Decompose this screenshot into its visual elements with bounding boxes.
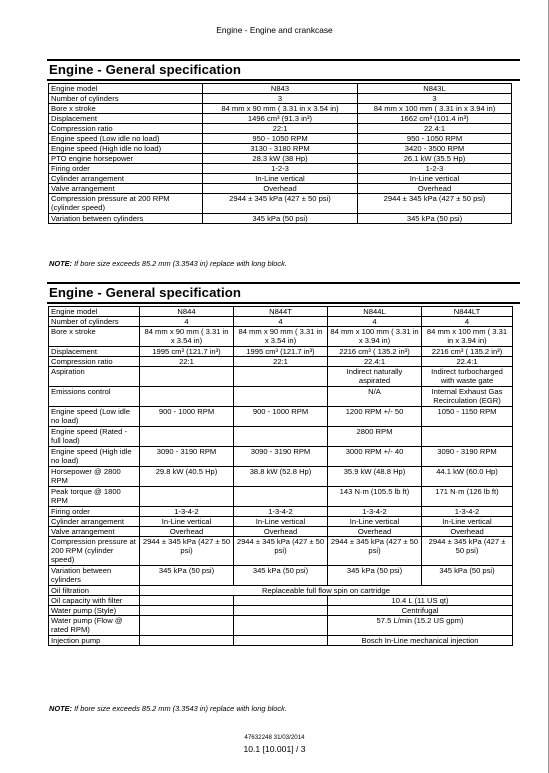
spec-label-cell: Bore x stroke bbox=[49, 327, 140, 347]
spec-value-cell: Bosch In-Line mechanical injection bbox=[328, 636, 513, 646]
spec-value-cell bbox=[140, 487, 234, 507]
spec-value-cell: 2944 ± 345 kPa (427 ± 50 psi) bbox=[140, 537, 234, 566]
spec-value-cell: 84 mm x 100 mm ( 3.31 in x 3.94 in) bbox=[358, 104, 512, 114]
spec-label-cell: Number of cylinders bbox=[49, 94, 203, 104]
spec-value-cell: 22:1 bbox=[234, 357, 328, 367]
spec-value-cell: 4 bbox=[234, 317, 328, 327]
spec-row bbox=[49, 84, 512, 94]
spec-label-cell: Engine speed (High idle no load) bbox=[49, 144, 203, 154]
spec-row bbox=[49, 636, 513, 646]
spec-label-cell: Engine speed (Low idle no load) bbox=[49, 134, 203, 144]
spec-value-cell: 22.4:1 bbox=[328, 357, 422, 367]
spec-value-cell: 1200 RPM +/- 50 bbox=[328, 407, 422, 427]
spec-value-cell: In-Line vertical bbox=[140, 517, 234, 527]
spec-label-cell: Horsepower @ 2800 RPM bbox=[49, 467, 140, 487]
spec-row bbox=[49, 114, 512, 124]
spec-value-cell: N844T bbox=[234, 307, 328, 317]
spec-value-cell: 84 mm x 90 mm ( 3.31 in x 3.54 in) bbox=[203, 104, 358, 114]
note-text: If bore size exceeds 85.2 mm (3.3543 in) replace with long block. bbox=[74, 259, 287, 268]
spec-label-cell: Valve arrangement bbox=[49, 184, 203, 194]
spec-value-cell: 2216 cm³ ( 135.2 in³) bbox=[328, 347, 422, 357]
spec-label-cell: Water pump (Style) bbox=[49, 606, 140, 616]
spec-value-cell: 1496 cm³ (91.3 in³) bbox=[203, 114, 358, 124]
note-text: If bore size exceeds 85.2 mm (3.3543 in) replace with long block. bbox=[74, 704, 287, 713]
spec-label-cell: Compression ratio bbox=[49, 357, 140, 367]
spec-value-cell: N/A bbox=[328, 387, 422, 407]
spec-value-cell: 4 bbox=[422, 317, 513, 327]
spec-label-cell: Bore x stroke bbox=[49, 104, 203, 114]
spec-value-cell: 10.4 L (11 US qt) bbox=[328, 596, 513, 606]
spec-row bbox=[49, 517, 513, 527]
spec-label-cell: Oil capacity with filter bbox=[49, 596, 140, 606]
spec-label-cell: Emissions control bbox=[49, 387, 140, 407]
spec-row bbox=[49, 94, 512, 104]
spec-value-cell: 3130 - 3180 RPM bbox=[203, 144, 358, 154]
spec-label-cell: Displacement bbox=[49, 114, 203, 124]
spec-value-cell: 345 kPa (50 psi) bbox=[140, 566, 234, 586]
spec-row bbox=[49, 507, 513, 517]
spec-label-cell: Peak torque @ 1800 RPM bbox=[49, 487, 140, 507]
spec-value-cell: 3090 - 3190 RPM bbox=[234, 447, 328, 467]
spec-value-cell: 900 - 1000 RPM bbox=[140, 407, 234, 427]
document-code: 47632248 31/03/2014 bbox=[244, 734, 305, 741]
spec-value-cell: 2800 RPM bbox=[328, 427, 422, 447]
spec-value-cell: 171 N·m (126 lb ft) bbox=[422, 487, 513, 507]
spec-row bbox=[49, 347, 513, 357]
spec-value-cell: 2216 cm³ ( 135.2 in³) bbox=[422, 347, 513, 357]
spec-value-cell: 2944 ± 345 kPa (427 ± 50 psi) bbox=[328, 537, 422, 566]
spec-value-cell: 143 N·m (105.5 lb ft) bbox=[328, 487, 422, 507]
spec-row bbox=[49, 104, 512, 114]
spec-value-cell: 345 kPa (50 psi) bbox=[422, 566, 513, 586]
spec-label-cell: Engine speed (High idle no load) bbox=[49, 447, 140, 467]
spec-value-cell: In-Line vertical bbox=[203, 174, 358, 184]
spec-row bbox=[49, 184, 512, 194]
spec-value-cell: 84 mm x 90 mm ( 3.31 in x 3.54 in) bbox=[234, 327, 328, 347]
spec-row bbox=[49, 144, 512, 154]
spec-table-4-cylinder bbox=[48, 306, 513, 646]
spec-value-cell bbox=[422, 427, 513, 447]
spec-row bbox=[49, 616, 513, 636]
spec-label-cell: Compression pressure at 200 RPM (cylinder speed) bbox=[49, 537, 140, 566]
spec-label-cell: Number of cylinders bbox=[49, 317, 140, 327]
spec-row bbox=[49, 606, 513, 616]
spec-value-cell: 1-3-4-2 bbox=[234, 507, 328, 517]
spec-value-cell bbox=[140, 367, 234, 387]
spec-value-cell: Overhead bbox=[422, 527, 513, 537]
spec-value-cell: 1-3-4-2 bbox=[140, 507, 234, 517]
spec-value-cell: 57.5 L/min (15.2 US gpm) bbox=[328, 616, 513, 636]
spec-value-cell: 345 kPa (50 psi) bbox=[358, 214, 512, 224]
spec-label-cell: Water pump (Flow @ rated RPM) bbox=[49, 616, 140, 636]
spec-value-cell: 2944 ± 345 kPa (427 ± 50 psi) bbox=[203, 194, 358, 214]
spec-label-cell: Oil filtration bbox=[49, 586, 140, 596]
spec-value-cell bbox=[234, 616, 328, 636]
spec-label-cell: Engine speed (Low idle no load) bbox=[49, 407, 140, 427]
spec-row bbox=[49, 527, 513, 537]
spec-value-cell bbox=[140, 387, 234, 407]
spec-value-cell: Centrifugal bbox=[328, 606, 513, 616]
spec-value-cell: 84 mm x 100 mm ( 3.31 in x 3.94 in) bbox=[328, 327, 422, 347]
spec-label-cell: Compression pressure at 200 RPM (cylinder speed) bbox=[49, 194, 203, 214]
spec-value-cell: 1050 - 1150 RPM bbox=[422, 407, 513, 427]
spec-value-cell: N844 bbox=[140, 307, 234, 317]
spec-row bbox=[49, 467, 513, 487]
section-title: Engine - General specification bbox=[49, 285, 242, 300]
spec-value-cell: 1662 cm³ (101.4 in³) bbox=[358, 114, 512, 124]
spec-row bbox=[49, 367, 513, 387]
spec-row bbox=[49, 566, 513, 586]
spec-value-cell: N844LT bbox=[422, 307, 513, 317]
spec-value-cell: 2944 ± 345 kPa (427 ± 50 psi) bbox=[234, 537, 328, 566]
page-reference: 10.1 [10.001] / 3 bbox=[243, 744, 306, 754]
section-title: Engine - General specification bbox=[49, 62, 242, 77]
spec-value-cell: 3 bbox=[203, 94, 358, 104]
spec-value-cell bbox=[234, 636, 328, 646]
spec-value-cell: N843 bbox=[203, 84, 358, 94]
spec-value-cell: Overhead bbox=[234, 527, 328, 537]
spec-row bbox=[49, 357, 513, 367]
spec-value-cell bbox=[140, 636, 234, 646]
spec-value-cell: 2944 ± 345 kPa (427 ± 50 psi) bbox=[358, 194, 512, 214]
spec-value-cell: 1-2-3 bbox=[358, 164, 512, 174]
spec-value-cell bbox=[234, 367, 328, 387]
spec-value-cell: 3420 - 3500 RPM bbox=[358, 144, 512, 154]
spec-value-cell: 950 - 1050 RPM bbox=[358, 134, 512, 144]
spec-value-cell: 22:1 bbox=[203, 124, 358, 134]
spec-value-cell: Replaceable full flow spin on cartridge bbox=[140, 586, 513, 596]
spec-row bbox=[49, 214, 512, 224]
spec-row bbox=[49, 194, 512, 214]
spec-row bbox=[49, 174, 512, 184]
spec-label-cell: PTO engine horsepower bbox=[49, 154, 203, 164]
spec-label-cell: Firing order bbox=[49, 164, 203, 174]
spec-value-cell: Overhead bbox=[328, 527, 422, 537]
spec-value-cell bbox=[140, 616, 234, 636]
spec-value-cell: 1-3-4-2 bbox=[422, 507, 513, 517]
spec-label-cell: Injection pump bbox=[49, 636, 140, 646]
spec-value-cell bbox=[234, 606, 328, 616]
section-top-rule bbox=[47, 59, 520, 61]
spec-value-cell: 3000 RPM +/- 40 bbox=[328, 447, 422, 467]
spec-table-3-cylinder bbox=[48, 83, 512, 224]
spec-value-cell: 4 bbox=[140, 317, 234, 327]
spec-row bbox=[49, 537, 513, 566]
spec-row bbox=[49, 307, 513, 317]
note-label: NOTE: bbox=[49, 704, 72, 713]
spec-row bbox=[49, 427, 513, 447]
spec-label-cell: Compression ratio bbox=[49, 124, 203, 134]
spec-value-cell: N843L bbox=[358, 84, 512, 94]
spec-value-cell bbox=[234, 487, 328, 507]
spec-value-cell: 345 kPa (50 psi) bbox=[328, 566, 422, 586]
note bbox=[49, 704, 287, 713]
spec-label-cell: Cylinder arrangement bbox=[49, 517, 140, 527]
spec-row bbox=[49, 164, 512, 174]
spec-value-cell: 84 mm x 100 mm ( 3.31 in x 3.94 in) bbox=[422, 327, 513, 347]
spec-value-cell: 44.1 kW (60.0 Hp) bbox=[422, 467, 513, 487]
spec-value-cell: 1-2-3 bbox=[203, 164, 358, 174]
spec-value-cell: Overhead bbox=[358, 184, 512, 194]
spec-label-cell: Cylinder arrangement bbox=[49, 174, 203, 184]
spec-label-cell: Engine speed (Rated - full load) bbox=[49, 427, 140, 447]
spec-value-cell bbox=[234, 427, 328, 447]
spec-value-cell bbox=[140, 606, 234, 616]
spec-value-cell: 3090 - 3190 RPM bbox=[140, 447, 234, 467]
spec-row bbox=[49, 447, 513, 467]
spec-value-cell: 22:1 bbox=[140, 357, 234, 367]
spec-value-cell: In-Line vertical bbox=[234, 517, 328, 527]
spec-value-cell bbox=[234, 596, 328, 606]
spec-label-cell: Variation between cylinders bbox=[49, 214, 203, 224]
spec-row bbox=[49, 317, 513, 327]
spec-value-cell: 1995 cm³ (121.7 in³) bbox=[234, 347, 328, 357]
spec-row bbox=[49, 154, 512, 164]
spec-value-cell: 2944 ± 345 kPa (427 ± 50 psi) bbox=[422, 537, 513, 566]
spec-value-cell: 3 bbox=[358, 94, 512, 104]
spec-value-cell: In-Line vertical bbox=[358, 174, 512, 184]
spec-label-cell: Engine model bbox=[49, 84, 203, 94]
spec-value-cell: 1-3-4-2 bbox=[328, 507, 422, 517]
spec-value-cell: N844L bbox=[328, 307, 422, 317]
spec-row bbox=[49, 387, 513, 407]
spec-value-cell: 1995 cm³ (121.7 in³) bbox=[140, 347, 234, 357]
spec-value-cell: Internal Exhaust Gas Recirculation (EGR) bbox=[422, 387, 513, 407]
spec-value-cell: 3090 - 3190 RPM bbox=[422, 447, 513, 467]
note-label: NOTE: bbox=[49, 259, 72, 268]
spec-value-cell: 35.9 kW (48.8 Hp) bbox=[328, 467, 422, 487]
spec-value-cell: Overhead bbox=[140, 527, 234, 537]
spec-label-cell: Engine model bbox=[49, 307, 140, 317]
spec-value-cell: 345 kPa (50 psi) bbox=[234, 566, 328, 586]
spec-value-cell: 28.3 kW (38 Hp) bbox=[203, 154, 358, 164]
spec-row bbox=[49, 327, 513, 347]
spec-row bbox=[49, 134, 512, 144]
spec-row bbox=[49, 586, 513, 596]
spec-row bbox=[49, 487, 513, 507]
note bbox=[49, 259, 287, 268]
spec-value-cell: 29.8 kW (40.5 Hp) bbox=[140, 467, 234, 487]
spec-value-cell bbox=[140, 596, 234, 606]
spec-value-cell: 38.8 kW (52.8 Hp) bbox=[234, 467, 328, 487]
spec-value-cell: In-Line vertical bbox=[328, 517, 422, 527]
spec-value-cell: 26.1 kW (35.5 Hp) bbox=[358, 154, 512, 164]
spec-value-cell bbox=[234, 387, 328, 407]
spec-value-cell: 900 - 1000 RPM bbox=[234, 407, 328, 427]
spec-label-cell: Valve arrangement bbox=[49, 527, 140, 537]
spec-label-cell: Displacement bbox=[49, 347, 140, 357]
spec-value-cell: 84 mm x 90 mm ( 3.31 in x 3.54 in) bbox=[140, 327, 234, 347]
spec-value-cell: Indirect turbocharged with waste gate bbox=[422, 367, 513, 387]
spec-row bbox=[49, 407, 513, 427]
spec-value-cell: Indirect naturally aspirated bbox=[328, 367, 422, 387]
spec-label-cell: Firing order bbox=[49, 507, 140, 517]
section-top-rule bbox=[47, 282, 520, 284]
spec-value-cell: 22.4:1 bbox=[422, 357, 513, 367]
running-head: Engine - Engine and crankcase bbox=[216, 25, 333, 35]
section-title-underline bbox=[47, 302, 520, 304]
spec-value-cell: 22.4:1 bbox=[358, 124, 512, 134]
spec-value-cell: 345 kPa (50 psi) bbox=[203, 214, 358, 224]
section-title-underline bbox=[47, 79, 520, 81]
spec-row bbox=[49, 124, 512, 134]
spec-label-cell: Variation between cylinders bbox=[49, 566, 140, 586]
spec-label-cell: Aspiration bbox=[49, 367, 140, 387]
spec-value-cell bbox=[140, 427, 234, 447]
spec-value-cell: In-Line vertical bbox=[422, 517, 513, 527]
spec-value-cell: 4 bbox=[328, 317, 422, 327]
spec-value-cell: 950 - 1050 RPM bbox=[203, 134, 358, 144]
spec-value-cell: Overhead bbox=[203, 184, 358, 194]
spec-row bbox=[49, 596, 513, 606]
